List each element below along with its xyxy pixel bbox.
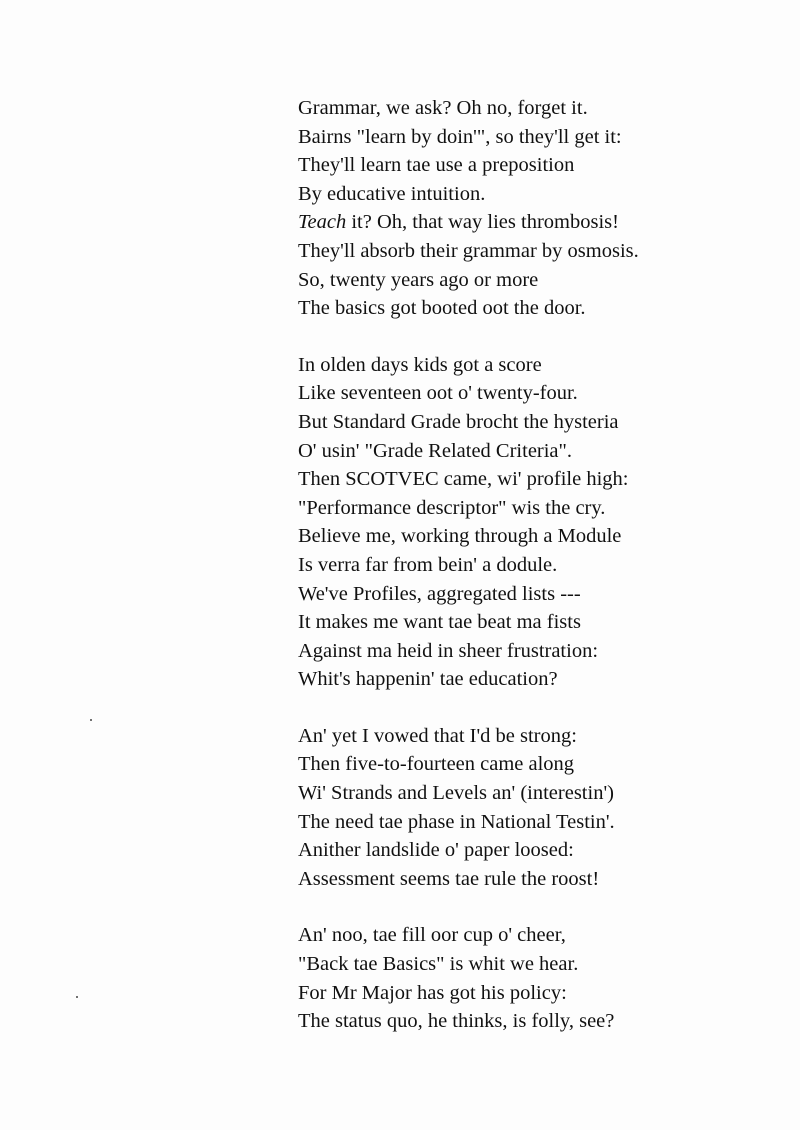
italic-word: Teach <box>298 211 347 234</box>
poem-line: O' usin' "Grade Related Criteria". <box>298 439 573 462</box>
poem-line: Is verra far from bein' a dodule. <box>298 553 558 576</box>
poem-line: They'll learn tae use a preposition <box>298 154 575 177</box>
poem-line: Whit's happenin' tae education? <box>298 668 558 691</box>
poem-line: Believe me, working through a Module <box>298 525 622 548</box>
poem-line: Then SCOTVEC came, wi' profile high: <box>298 468 629 491</box>
poem-line: But Standard Grade brocht the hysteria <box>298 410 619 433</box>
stanza-2 <box>298 351 778 694</box>
poem-line: An' noo, tae fill oor cup o' cheer, <box>298 924 566 947</box>
stanza-4 <box>298 921 778 1035</box>
poem-line: It makes me want tae beat ma fists <box>298 611 581 634</box>
stanza-1 <box>298 94 778 323</box>
poem-line: The need tae phase in National Testin'. <box>298 810 615 833</box>
poem-line: Grammar, we ask? Oh no, forget it. <box>298 97 588 119</box>
poem-line: So, twenty years ago or more <box>298 268 539 291</box>
poem-line: Against ma heid in sheer frustration: <box>298 639 599 662</box>
poem-line: They'll absorb their grammar by osmosis. <box>298 239 639 262</box>
poem-line: Wi' Strands and Levels an' (interestin') <box>298 782 614 805</box>
poem-line: The status quo, he thinks, is folly, see? <box>298 1010 615 1033</box>
poem-line: By educative intuition. <box>298 182 486 205</box>
poem-line-rest: it? Oh, that way lies thrombosis! <box>346 211 619 234</box>
scan-speck <box>90 719 92 721</box>
poem-line: The basics got booted oot the door. <box>298 297 586 320</box>
poem-line: "Performance descriptor" wis the cry. <box>298 496 606 519</box>
poem-line: For Mr Major has got his policy: <box>298 981 567 1004</box>
poem-line: Bairns "learn by doin'", so they'll get it: <box>298 125 622 148</box>
scan-speck <box>76 996 78 998</box>
poem-line: An' yet I vowed that I'd be strong: <box>298 724 577 747</box>
poem-line: Like seventeen oot o' twenty-four. <box>298 382 578 405</box>
poem-line: In olden days kids got a score <box>298 353 542 376</box>
stanza-3 <box>298 722 778 894</box>
poem-line: Anither landslide o' paper loosed: <box>298 839 574 862</box>
poem-line: "Back tae Basics" is whit we hear. <box>298 953 579 976</box>
poem-line <box>298 208 778 237</box>
poem-line: Assessment seems tae rule the roost! <box>298 867 600 890</box>
poem-line: Then five-to-fourteen came along <box>298 753 575 776</box>
poem-line: We've Profiles, aggregated lists --- <box>298 582 581 605</box>
poem-body <box>298 94 778 1064</box>
